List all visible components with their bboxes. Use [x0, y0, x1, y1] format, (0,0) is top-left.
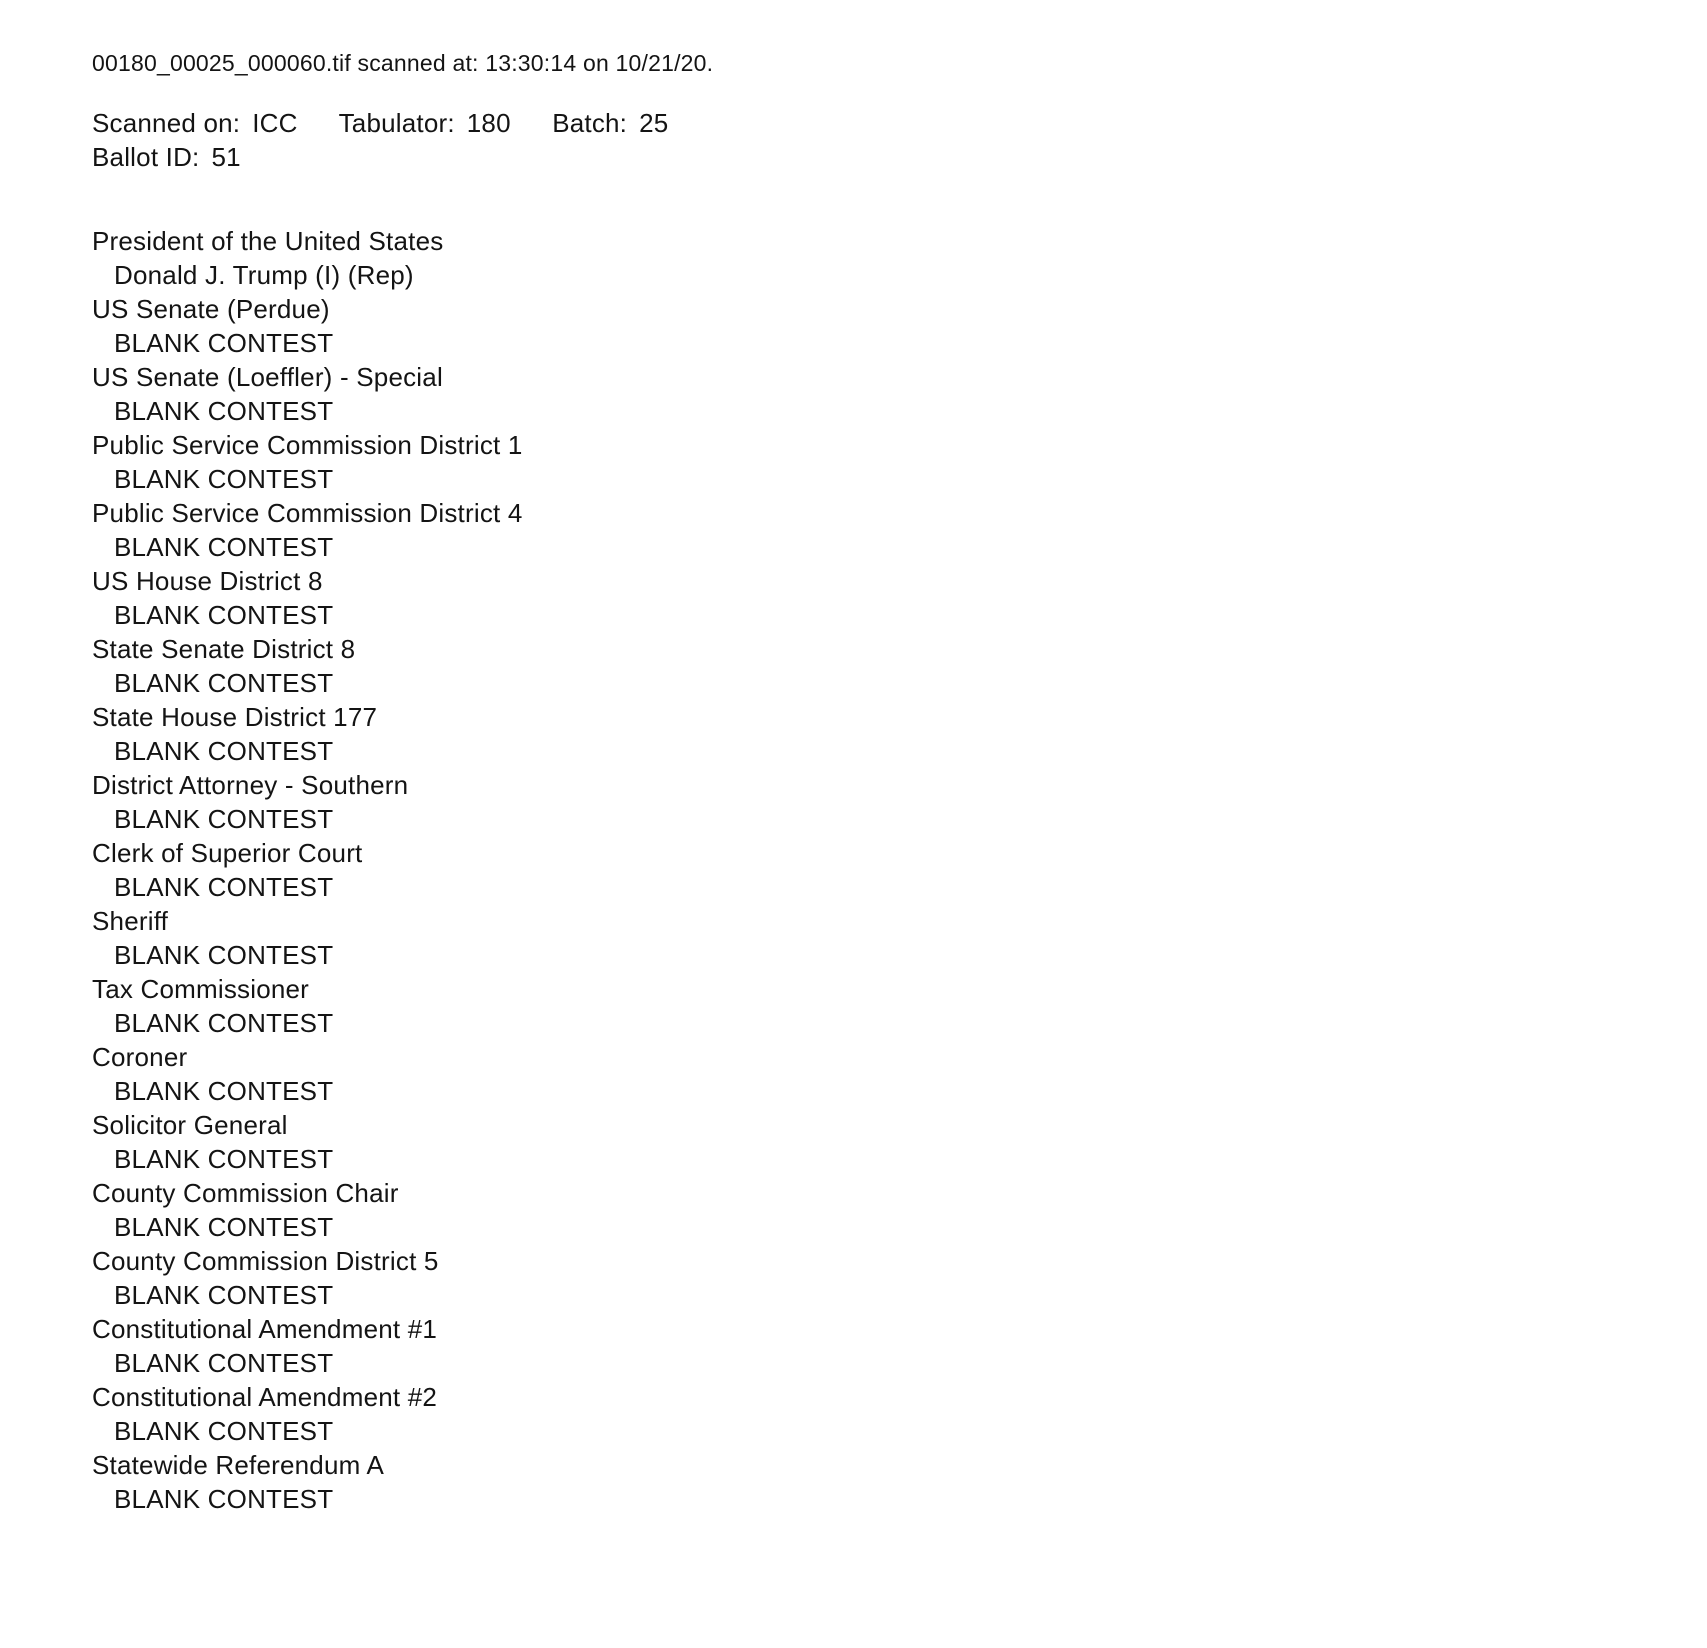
contest-vote: BLANK CONTEST	[114, 396, 334, 426]
contest-entry	[92, 1244, 1647, 1312]
contest-name: County Commission District 5	[92, 1246, 439, 1276]
contest-entry	[92, 1312, 1647, 1380]
contest-vote: BLANK CONTEST	[114, 532, 334, 562]
contest-name: US House District 8	[92, 566, 323, 596]
contest-name: US Senate (Perdue)	[92, 294, 330, 324]
contest-entry	[92, 836, 1647, 904]
contest-entry	[92, 632, 1647, 700]
contest-vote: BLANK CONTEST	[114, 1348, 334, 1378]
contest-name: US Senate (Loeffler) - Special	[92, 362, 443, 392]
contest-vote: BLANK CONTEST	[114, 1416, 334, 1446]
contest-entry	[92, 1380, 1647, 1448]
ballot-id-label: Ballot ID:	[92, 142, 200, 172]
contest-entry	[92, 564, 1647, 632]
contest-entry	[92, 360, 1647, 428]
batch-pair	[552, 108, 668, 138]
contest-name: District Attorney - Southern	[92, 770, 409, 800]
contest-name: State House District 177	[92, 702, 378, 732]
contest-name: Statewide Referendum A	[92, 1450, 385, 1480]
contest-vote: BLANK CONTEST	[114, 872, 334, 902]
contest-entry	[92, 1176, 1647, 1244]
contest-name: County Commission Chair	[92, 1178, 399, 1208]
contest-name: Constitutional Amendment #2	[92, 1382, 438, 1412]
contest-vote: BLANK CONTEST	[114, 1144, 334, 1174]
contest-entry	[92, 292, 1647, 360]
contest-name: Tax Commissioner	[92, 974, 310, 1004]
batch-label: Batch:	[552, 108, 628, 138]
scanned-on-label: Scanned on:	[92, 108, 241, 138]
tabulator-pair	[339, 108, 511, 138]
contest-vote: BLANK CONTEST	[114, 940, 334, 970]
contest-name: Sheriff	[92, 906, 169, 936]
scanned-on-pair	[92, 108, 298, 138]
contest-entry	[92, 768, 1647, 836]
contest-entry	[92, 700, 1647, 768]
ballot-id-value: 51	[211, 142, 241, 172]
contest-vote: BLANK CONTEST	[114, 600, 334, 630]
contest-name: Constitutional Amendment #1	[92, 1314, 438, 1344]
contest-vote: Donald J. Trump (I) (Rep)	[114, 260, 414, 290]
tabulator-label: Tabulator:	[338, 108, 455, 138]
contest-entry	[92, 904, 1647, 972]
contest-vote: BLANK CONTEST	[114, 804, 334, 834]
contest-entry	[92, 1040, 1647, 1108]
contest-vote: BLANK CONTEST	[114, 464, 334, 494]
contest-name: Public Service Commission District 4	[92, 498, 523, 528]
contest-name: Clerk of Superior Court	[92, 838, 363, 868]
contest-name: Solicitor General	[92, 1110, 288, 1140]
contest-vote: BLANK CONTEST	[114, 1076, 334, 1106]
scan-meta-line	[92, 106, 1647, 140]
contest-name: State Senate District 8	[92, 634, 356, 664]
contest-entry	[92, 1108, 1647, 1176]
contest-vote: BLANK CONTEST	[114, 736, 334, 766]
contest-entry	[92, 428, 1647, 496]
file-scan-info-line: 00180_00025_000060.tif scanned at: 13:30:14 on 10/21/20.	[92, 50, 714, 76]
contest-list	[92, 224, 1647, 1516]
contest-entry	[92, 496, 1647, 564]
contest-vote: BLANK CONTEST	[114, 1212, 334, 1242]
contest-name: President of the United States	[92, 226, 444, 256]
contest-entry	[92, 1448, 1647, 1516]
contest-entry	[92, 972, 1647, 1040]
contest-vote: BLANK CONTEST	[114, 1484, 334, 1514]
ballot-id-line	[92, 140, 1647, 174]
contest-vote: BLANK CONTEST	[114, 1008, 334, 1038]
contest-entry	[92, 224, 1647, 292]
ballot-id-pair	[92, 142, 241, 172]
contest-vote: BLANK CONTEST	[114, 1280, 334, 1310]
contest-vote: BLANK CONTEST	[114, 668, 334, 698]
contest-name: Public Service Commission District 1	[92, 430, 523, 460]
contest-name: Coroner	[92, 1042, 188, 1072]
batch-value: 25	[639, 108, 669, 138]
tabulator-value: 180	[466, 108, 511, 138]
contest-vote: BLANK CONTEST	[114, 328, 334, 358]
scanned-on-value: ICC	[252, 108, 298, 138]
